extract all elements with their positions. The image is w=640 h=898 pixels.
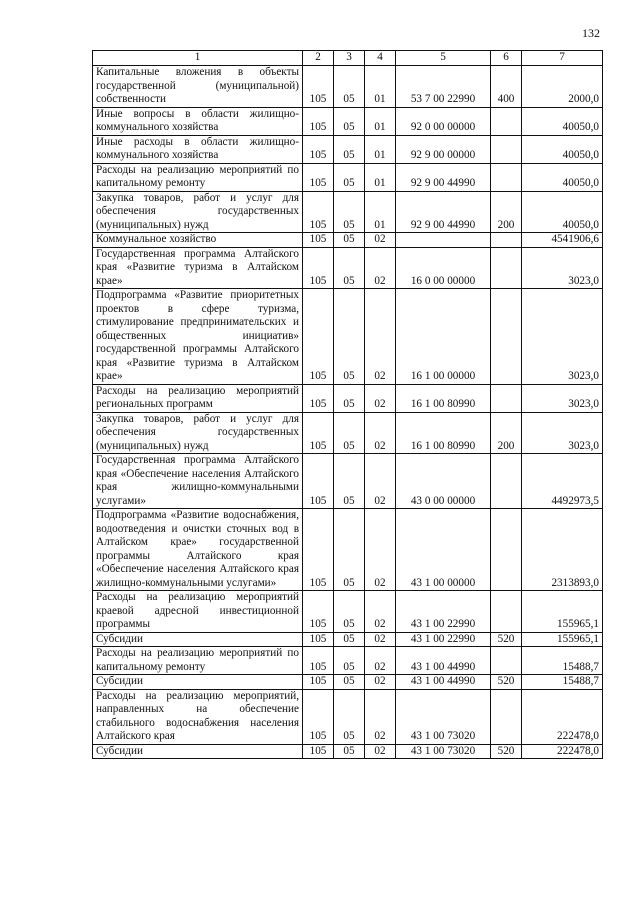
row-expense-type-cell: [491, 689, 522, 744]
row-target-code-cell: 53 7 00 22990: [396, 66, 491, 108]
row-target-code-cell: 43 0 00 00000: [396, 454, 491, 509]
row-target-code-cell: 43 1 00 73020: [396, 744, 491, 759]
row-name-cell: Субсидии: [93, 744, 303, 759]
row-section-cell: 05: [334, 689, 365, 744]
row-expense-type-cell: [491, 163, 522, 191]
row-admin-code-cell: 105: [303, 135, 334, 163]
row-target-code-cell: 43 1 00 44990: [396, 675, 491, 690]
header-cell: 6: [491, 51, 522, 66]
row-subsection-cell: 02: [365, 591, 396, 633]
row-admin-code-cell: 105: [303, 191, 334, 233]
row-name-cell: Капитальные вложения в объекты государственной (муниципальной) собственности: [93, 66, 303, 108]
row-expense-type-cell: [491, 135, 522, 163]
table-row: [93, 689, 603, 744]
row-target-code-cell: 92 0 00 00000: [396, 107, 491, 135]
table-row: [93, 509, 603, 591]
row-expense-type-cell: [491, 107, 522, 135]
table-row: [93, 647, 603, 675]
row-target-code-cell: 16 1 00 00000: [396, 289, 491, 385]
row-expense-type-cell: [491, 509, 522, 591]
row-expense-type-cell: [491, 233, 522, 248]
table-row: [93, 454, 603, 509]
table-row: [93, 233, 603, 248]
row-expense-type-cell: [491, 591, 522, 633]
row-admin-code-cell: 105: [303, 384, 334, 412]
table-row: [93, 675, 603, 690]
header-cell: 2: [303, 51, 334, 66]
header-cell: 5: [396, 51, 491, 66]
row-expense-type-cell: [491, 384, 522, 412]
table-row: [93, 384, 603, 412]
row-name-cell: Субсидии: [93, 632, 303, 647]
row-admin-code-cell: 105: [303, 675, 334, 690]
row-target-code-cell: 43 1 00 22990: [396, 591, 491, 633]
row-admin-code-cell: 105: [303, 107, 334, 135]
row-amount-cell: 2000,0: [522, 66, 603, 108]
row-expense-type-cell: 200: [491, 412, 522, 454]
row-amount-cell: 3023,0: [522, 289, 603, 385]
table-row: [93, 66, 603, 108]
table-row: [93, 107, 603, 135]
row-amount-cell: 3023,0: [522, 384, 603, 412]
row-amount-cell: 4541906,6: [522, 233, 603, 248]
row-amount-cell: 15488,7: [522, 675, 603, 690]
row-subsection-cell: 02: [365, 384, 396, 412]
row-subsection-cell: 01: [365, 191, 396, 233]
row-admin-code-cell: 105: [303, 163, 334, 191]
row-section-cell: 05: [334, 454, 365, 509]
row-target-code-cell: 43 1 00 22990: [396, 632, 491, 647]
row-expense-type-cell: [491, 647, 522, 675]
header-cell: 4: [365, 51, 396, 66]
row-target-code-cell: 43 1 00 00000: [396, 509, 491, 591]
row-amount-cell: 3023,0: [522, 412, 603, 454]
row-expense-type-cell: 520: [491, 744, 522, 759]
row-admin-code-cell: 105: [303, 689, 334, 744]
table-row: [93, 191, 603, 233]
row-amount-cell: 40050,0: [522, 107, 603, 135]
row-expense-type-cell: [491, 454, 522, 509]
row-subsection-cell: 02: [365, 744, 396, 759]
row-section-cell: 05: [334, 66, 365, 108]
row-subsection-cell: 02: [365, 454, 396, 509]
row-name-cell: Подпрограмма «Развитие водоснабжения, водоотведения и очистки сточных вод в Алтайском крае» государственной программы Алтайского края «Обеспечение населения Алтайского края жилищно-коммунальными услугами»: [93, 509, 303, 591]
row-section-cell: 05: [334, 744, 365, 759]
row-admin-code-cell: 105: [303, 247, 334, 289]
row-admin-code-cell: 105: [303, 632, 334, 647]
row-subsection-cell: 01: [365, 163, 396, 191]
row-section-cell: 05: [334, 647, 365, 675]
row-name-cell: Расходы на реализацию мероприятий по капитальному ремонту: [93, 163, 303, 191]
row-name-cell: Коммунальное хозяйство: [93, 233, 303, 248]
row-section-cell: 05: [334, 591, 365, 633]
header-cell: 3: [334, 51, 365, 66]
row-section-cell: 05: [334, 163, 365, 191]
table-row: [93, 247, 603, 289]
header-cell: 1: [93, 51, 303, 66]
row-target-code-cell: 92 9 00 44990: [396, 163, 491, 191]
row-section-cell: 05: [334, 412, 365, 454]
row-name-cell: Иные вопросы в области жилищно-коммунального хозяйства: [93, 107, 303, 135]
row-admin-code-cell: 105: [303, 744, 334, 759]
row-admin-code-cell: 105: [303, 454, 334, 509]
row-subsection-cell: 01: [365, 135, 396, 163]
row-target-code-cell: 16 1 00 80990: [396, 412, 491, 454]
row-admin-code-cell: 105: [303, 233, 334, 248]
table-header-row: [93, 51, 603, 66]
row-subsection-cell: 02: [365, 289, 396, 385]
row-subsection-cell: 02: [365, 675, 396, 690]
row-subsection-cell: 01: [365, 107, 396, 135]
row-subsection-cell: 01: [365, 66, 396, 108]
row-name-cell: Государственная программа Алтайского края «Обеспечение населения Алтайского края жилищно-коммунальными услугами»: [93, 454, 303, 509]
row-expense-type-cell: 400: [491, 66, 522, 108]
row-target-code-cell: [396, 233, 491, 248]
row-expense-type-cell: [491, 247, 522, 289]
row-amount-cell: 222478,0: [522, 744, 603, 759]
row-subsection-cell: 02: [365, 689, 396, 744]
row-target-code-cell: 43 1 00 73020: [396, 689, 491, 744]
row-section-cell: 05: [334, 675, 365, 690]
row-amount-cell: 40050,0: [522, 135, 603, 163]
row-name-cell: Государственная программа Алтайского края «Развитие туризма в Алтайском крае»: [93, 247, 303, 289]
row-subsection-cell: 02: [365, 647, 396, 675]
row-amount-cell: 155965,1: [522, 632, 603, 647]
row-section-cell: 05: [334, 384, 365, 412]
row-name-cell: Закупка товаров, работ и услуг для обеспечения государственных (муниципальных) нужд: [93, 191, 303, 233]
table-row: [93, 744, 603, 759]
row-expense-type-cell: 520: [491, 632, 522, 647]
row-name-cell: Расходы на реализацию мероприятий по капитальному ремонту: [93, 647, 303, 675]
table-row: [93, 412, 603, 454]
row-target-code-cell: 16 1 00 80990: [396, 384, 491, 412]
row-admin-code-cell: 105: [303, 66, 334, 108]
row-section-cell: 05: [334, 247, 365, 289]
row-subsection-cell: 02: [365, 412, 396, 454]
row-admin-code-cell: 105: [303, 289, 334, 385]
row-target-code-cell: 92 9 00 44990: [396, 191, 491, 233]
row-name-cell: Расходы на реализацию мероприятий, направленных на обеспечение стабильного водоснабжения населения Алтайского края: [93, 689, 303, 744]
row-subsection-cell: 02: [365, 247, 396, 289]
row-subsection-cell: 02: [365, 632, 396, 647]
row-section-cell: 05: [334, 191, 365, 233]
row-section-cell: 05: [334, 509, 365, 591]
row-section-cell: 05: [334, 632, 365, 647]
row-amount-cell: 222478,0: [522, 689, 603, 744]
row-name-cell: Расходы на реализацию мероприятий региональных программ: [93, 384, 303, 412]
budget-table: [92, 50, 603, 759]
row-amount-cell: 15488,7: [522, 647, 603, 675]
row-admin-code-cell: 105: [303, 591, 334, 633]
row-target-code-cell: 43 1 00 44990: [396, 647, 491, 675]
row-section-cell: 05: [334, 289, 365, 385]
table-row: [93, 135, 603, 163]
row-amount-cell: 155965,1: [522, 591, 603, 633]
row-subsection-cell: 02: [365, 233, 396, 248]
row-name-cell: Субсидии: [93, 675, 303, 690]
header-cell: 7: [522, 51, 603, 66]
row-target-code-cell: 92 9 00 00000: [396, 135, 491, 163]
row-admin-code-cell: 105: [303, 509, 334, 591]
row-section-cell: 05: [334, 107, 365, 135]
row-expense-type-cell: 200: [491, 191, 522, 233]
table-row: [93, 591, 603, 633]
row-admin-code-cell: 105: [303, 647, 334, 675]
row-name-cell: Иные расходы в области жилищно-коммунального хозяйства: [93, 135, 303, 163]
row-amount-cell: 40050,0: [522, 163, 603, 191]
row-expense-type-cell: 520: [491, 675, 522, 690]
row-name-cell: Закупка товаров, работ и услуг для обеспечения государственных (муниципальных) нужд: [93, 412, 303, 454]
row-target-code-cell: 16 0 00 00000: [396, 247, 491, 289]
page-number: 132: [582, 26, 600, 40]
table-row: [93, 632, 603, 647]
row-name-cell: Подпрограмма «Развитие приоритетных проектов в сфере туризма, стимулирование предпринимательских и общественных инициатив» государственной программы Алтайского края «Развитие туризма в Алтайском крае»: [93, 289, 303, 385]
row-section-cell: 05: [334, 135, 365, 163]
row-expense-type-cell: [491, 289, 522, 385]
table-row: [93, 289, 603, 385]
row-admin-code-cell: 105: [303, 412, 334, 454]
row-subsection-cell: 02: [365, 509, 396, 591]
row-amount-cell: 40050,0: [522, 191, 603, 233]
row-section-cell: 05: [334, 233, 365, 248]
row-amount-cell: 3023,0: [522, 247, 603, 289]
row-amount-cell: 2313893,0: [522, 509, 603, 591]
row-amount-cell: 4492973,5: [522, 454, 603, 509]
row-name-cell: Расходы на реализацию мероприятий краевой адресной инвестиционной программы: [93, 591, 303, 633]
table-row: [93, 163, 603, 191]
